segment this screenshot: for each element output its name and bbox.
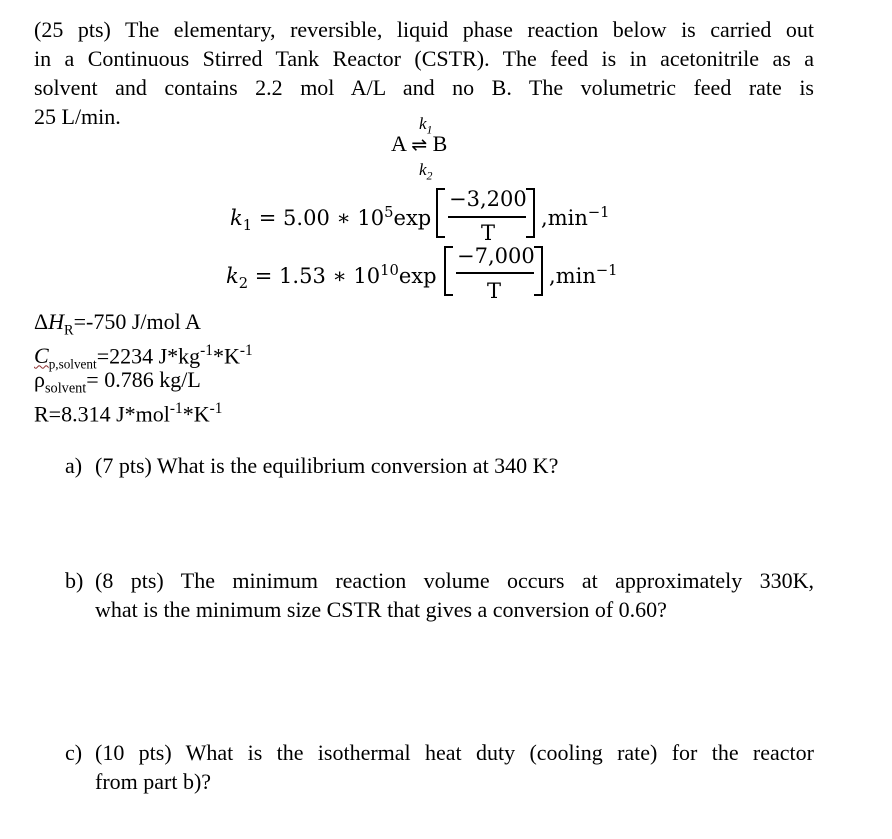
- problem-intro: [34, 15, 814, 102]
- k1-numerator: −3,200: [449, 187, 527, 211]
- question-b-label: b): [65, 568, 84, 593]
- equilibrium-arrow-icon: ⇌: [411, 134, 428, 156]
- question-c-label: c): [65, 740, 83, 765]
- k1-fraction-bar: [448, 216, 526, 218]
- k2-units: $,\min^{-1}$: [549, 262, 618, 288]
- k2-lhs: $k_2 = 1.53$ ∗ $10^{10}\exp$: [226, 262, 437, 293]
- question-c-text-line-2: from part b)?: [95, 769, 212, 794]
- question-a-text: (7 pts) What is the equilibrium conversion at 340 K?: [95, 453, 559, 478]
- k2-right-bracket: [534, 246, 543, 296]
- k2-left-bracket: [444, 246, 453, 296]
- product-b: B: [432, 131, 448, 156]
- k1-units: $,\min^{-1}$: [541, 204, 610, 230]
- intro-line-4: 25 L/min.: [34, 104, 121, 129]
- intro-line-2: in a Continuous Stirred Tank Reactor (CSTR). The feed is in acetonitrile as a: [34, 46, 814, 71]
- k2-label: $k_2$: [419, 160, 433, 183]
- param-gas-constant: R=8.314 $J*mol^{-1}*K^{-1}$: [34, 400, 223, 427]
- question-b-text-line-1: (8 pts) The minimum reaction volume occurs at approximately 330K,: [95, 568, 814, 593]
- k2-numerator: −7,000: [457, 244, 535, 268]
- question-a-label: a): [65, 453, 83, 478]
- k1-left-bracket: [436, 188, 445, 238]
- param-heat-capacity: $C_{p,solvent}=2234$ $J*kg^{-1}*K^{-1}$: [34, 342, 253, 372]
- reaction-equation: [391, 131, 447, 157]
- k2-denominator: T: [487, 279, 502, 303]
- k1-lhs: $k_1 = 5.00$ ∗ $10^5\exp$: [230, 204, 432, 235]
- param-density: $\rho_{solvent}= 0.786$ kg/L: [34, 367, 201, 397]
- k1-label: $k_1$: [419, 114, 433, 137]
- k1-right-bracket: [526, 188, 535, 238]
- question-b-text-line-2: what is the minimum size CSTR that gives a conversion of 0.60?: [95, 597, 667, 622]
- reactant-a: A: [391, 131, 406, 156]
- question-c-text-line-1: (10 pts) What is the isothermal heat duty (cooling rate) for the reactor: [95, 740, 814, 765]
- k1-denominator: T: [481, 221, 496, 245]
- intro-line-1: (25 pts) The elementary, reversible, liquid phase reaction below is carried out: [34, 17, 814, 42]
- intro-line-3: solvent and contains 2.2 mol A/L and no B. The volumetric feed rate is: [34, 75, 814, 100]
- k2-fraction-bar: [456, 272, 534, 274]
- param-heat-of-reaction: $\Delta H_R=-750$ J/mol A: [34, 309, 201, 339]
